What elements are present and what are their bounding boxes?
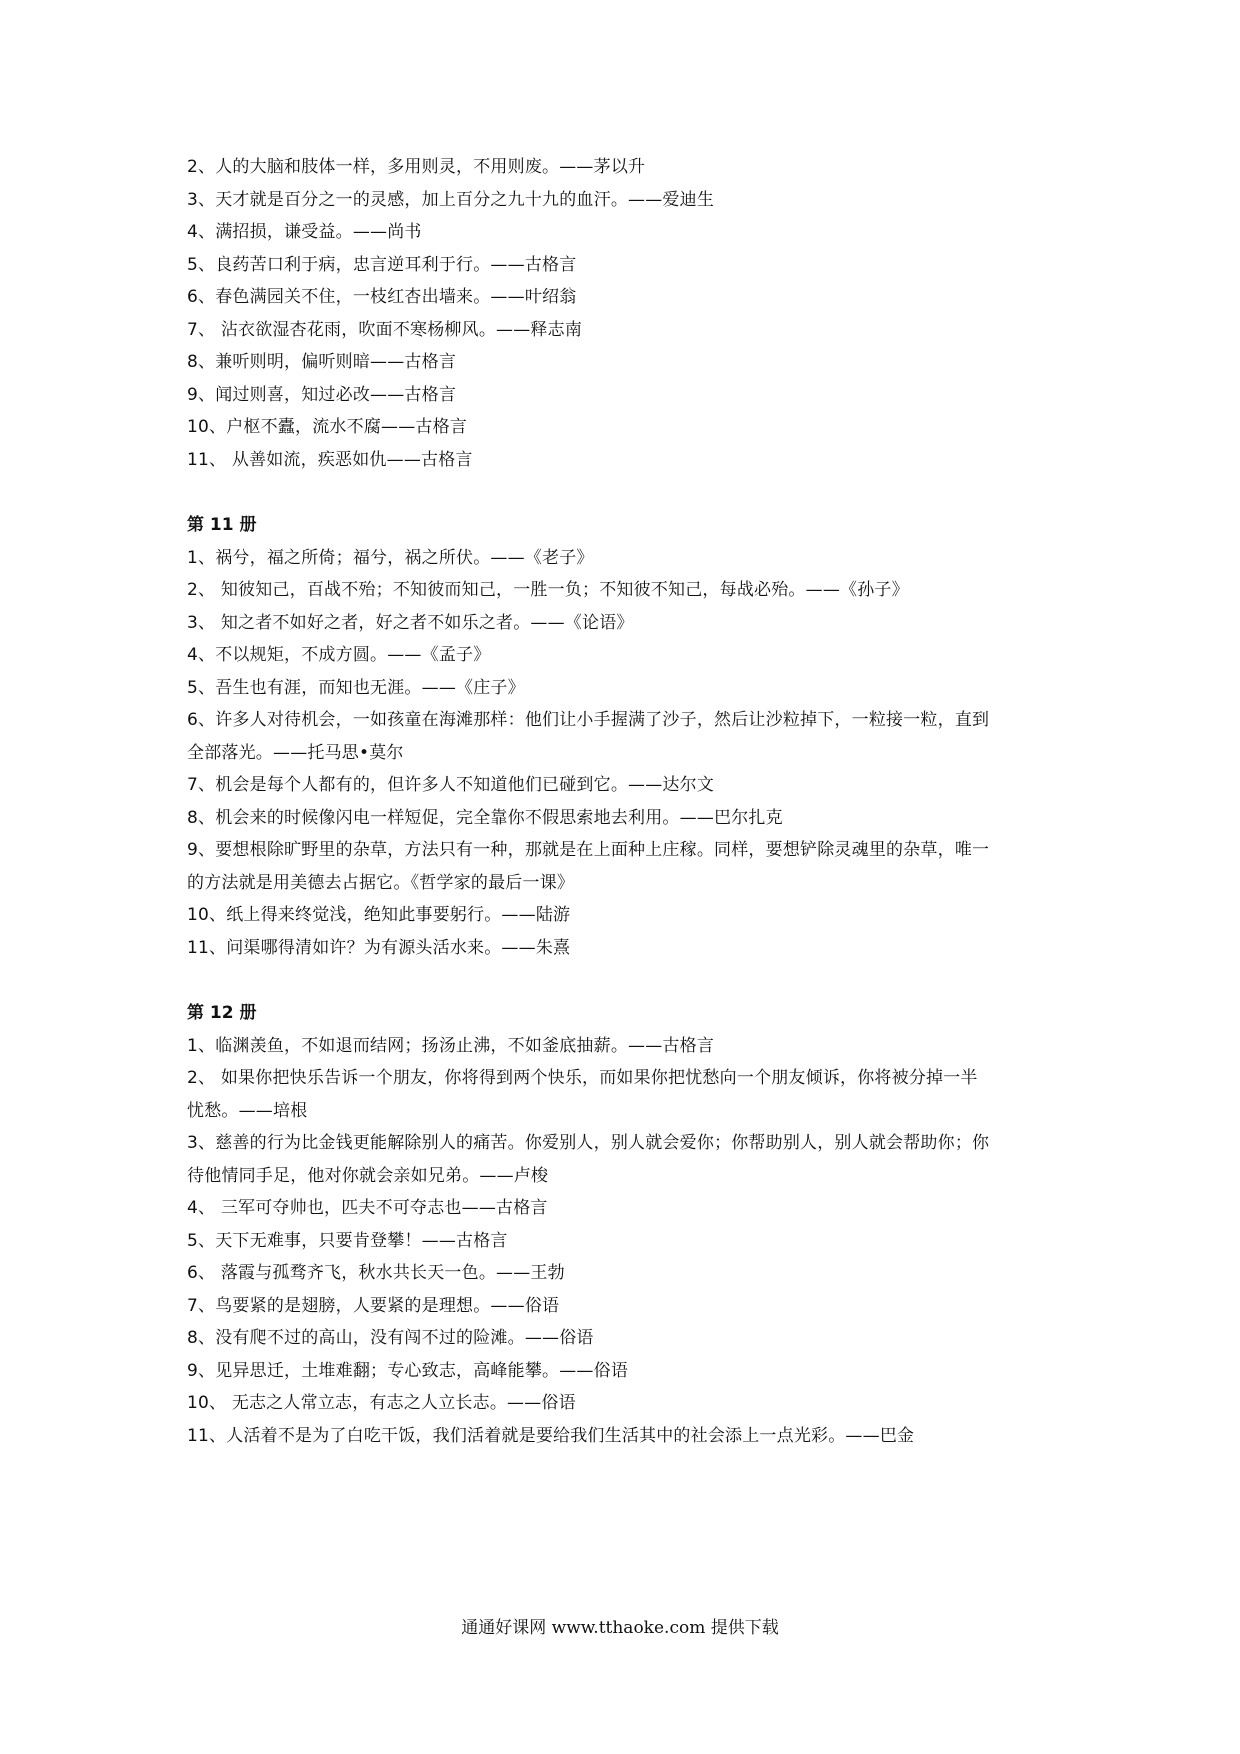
list-item-continuation: 全部落光。——托马思•莫尔 — [187, 742, 404, 763]
section-spacer — [187, 476, 1067, 509]
list-item: 2、 知彼知己，百战不殆；不知彼而知己，一胜一负；不知彼不知己，每战必殆。——《孙子》 — [187, 580, 909, 600]
list-item: 4、满招损，谦受益。——尚书 — [187, 222, 422, 242]
list-item: 2、人的大脑和肢体一样，多用则灵，不用则废。——茅以升 — [187, 157, 646, 177]
list-item: 6、 落霞与孤骛齐飞，秋水共长天一色。——王勃 — [187, 1263, 565, 1283]
section-spacer — [187, 964, 1067, 997]
list-item: 9、闻过则喜，知过必改——古格言 — [187, 384, 457, 405]
list-item: 10、户枢不蠹，流水不腐——古格言 — [187, 417, 468, 437]
list-item-continuation: 的方法就是用美德去占据它。《哲学家的最后一课》 — [187, 872, 575, 893]
list-item: 7、鸟要紧的是翅膀，人要紧的是理想。——俗语 — [187, 1295, 560, 1316]
intro-list — [187, 151, 1067, 476]
list-item: 2、 如果你把快乐告诉一个朋友，你将得到两个快乐，而如果你把忧愁向一个朋友倾诉，你将被分掉一半 — [187, 1068, 978, 1088]
list-item: 11、问渠哪得清如许？为有源头活水来。——朱熹 — [187, 937, 571, 958]
list-item: 3、慈善的行为比金钱更能解除别人的痛苦。你爱别人，别人就会爱你；你帮助别人，别人就会帮助你；你 — [187, 1133, 990, 1153]
page-footer: 通通好课网 www.tthaoke.com 提供下载 — [461, 1618, 779, 1638]
list-item: 7、 沾衣欲湿杏花雨，吹面不寒杨柳风。——释志南 — [187, 319, 583, 340]
list-item: 9、见异思迁，土堆难翻；专心致志，高峰能攀。——俗语 — [187, 1360, 629, 1381]
list-item: 11、人活着不是为了白吃干饭，我们活着就是要给我们生活其中的社会添上一点光彩。——巴金 — [187, 1425, 915, 1446]
list-item: 8、机会来的时候像闪电一样短促，完全靠你不假思索地去利用。——巴尔扎克 — [187, 807, 783, 828]
list-item: 8、兼听则明，偏听则暗——古格言 — [187, 352, 457, 372]
list-item: 3、 知之者不如好之者，好之者不如乐之者。——《论语》 — [187, 612, 634, 633]
list-item: 6、春色满园关不住，一枝红杏出墙来。——叶绍翁 — [187, 287, 577, 307]
list-item: 11、 从善如流，疾恶如仇——古格言 — [187, 449, 473, 470]
list-item: 1、临渊羡鱼，不如退而结网；扬汤止沸，不如釜底抽薪。——古格言 — [187, 1035, 715, 1056]
section-12 — [187, 997, 1067, 1452]
list-item: 4、 三军可夺帅也，匹夫不可夺志也——古格言 — [187, 1198, 548, 1218]
list-item-continuation: 待他情同手足，他对你就会亲如兄弟。——卢梭 — [187, 1165, 549, 1186]
list-item: 3、天才就是百分之一的灵感，加上百分之九十九的血汗。——爱迪生 — [187, 189, 715, 210]
document-body — [187, 151, 1067, 1452]
list-item: 1、祸兮，福之所倚；福兮，祸之所伏。——《老子》 — [187, 547, 594, 568]
list-item: 8、没有爬不过的高山，没有闯不过的险滩。——俗语 — [187, 1328, 594, 1348]
list-item: 10、纸上得来终觉浅，绝知此事要躬行。——陆游 — [187, 905, 571, 925]
list-item: 4、不以规矩，不成方圆。——《孟子》 — [187, 645, 491, 665]
list-item: 5、良药苦口利于病，忠言逆耳利于行。——古格言 — [187, 254, 577, 275]
list-item-continuation: 忧愁。——培根 — [187, 1100, 308, 1121]
list-item: 10、 无志之人常立志，有志之人立长志。——俗语 — [187, 1393, 576, 1413]
list-item: 9、要想根除旷野里的杂草，方法只有一种，那就是在上面种上庄稼。同样，要想铲除灵魂里的杂草，唯一 — [187, 840, 990, 860]
list-item: 6、许多人对待机会，一如孩童在海滩那样：他们让小手握满了沙子，然后让沙粒掉下，一粒接一粒，直到 — [187, 710, 990, 730]
list-item: 5、吾生也有涯，而知也无涯。——《庄子》 — [187, 677, 525, 698]
list-item: 5、天下无难事，只要肯登攀！——古格言 — [187, 1230, 508, 1251]
list-item: 7、机会是每个人都有的，但许多人不知道他们已碰到它。——达尔文 — [187, 775, 715, 795]
section-11 — [187, 509, 1067, 964]
section-heading: 第 11 册 — [187, 515, 257, 535]
section-heading: 第 12 册 — [187, 1003, 257, 1023]
